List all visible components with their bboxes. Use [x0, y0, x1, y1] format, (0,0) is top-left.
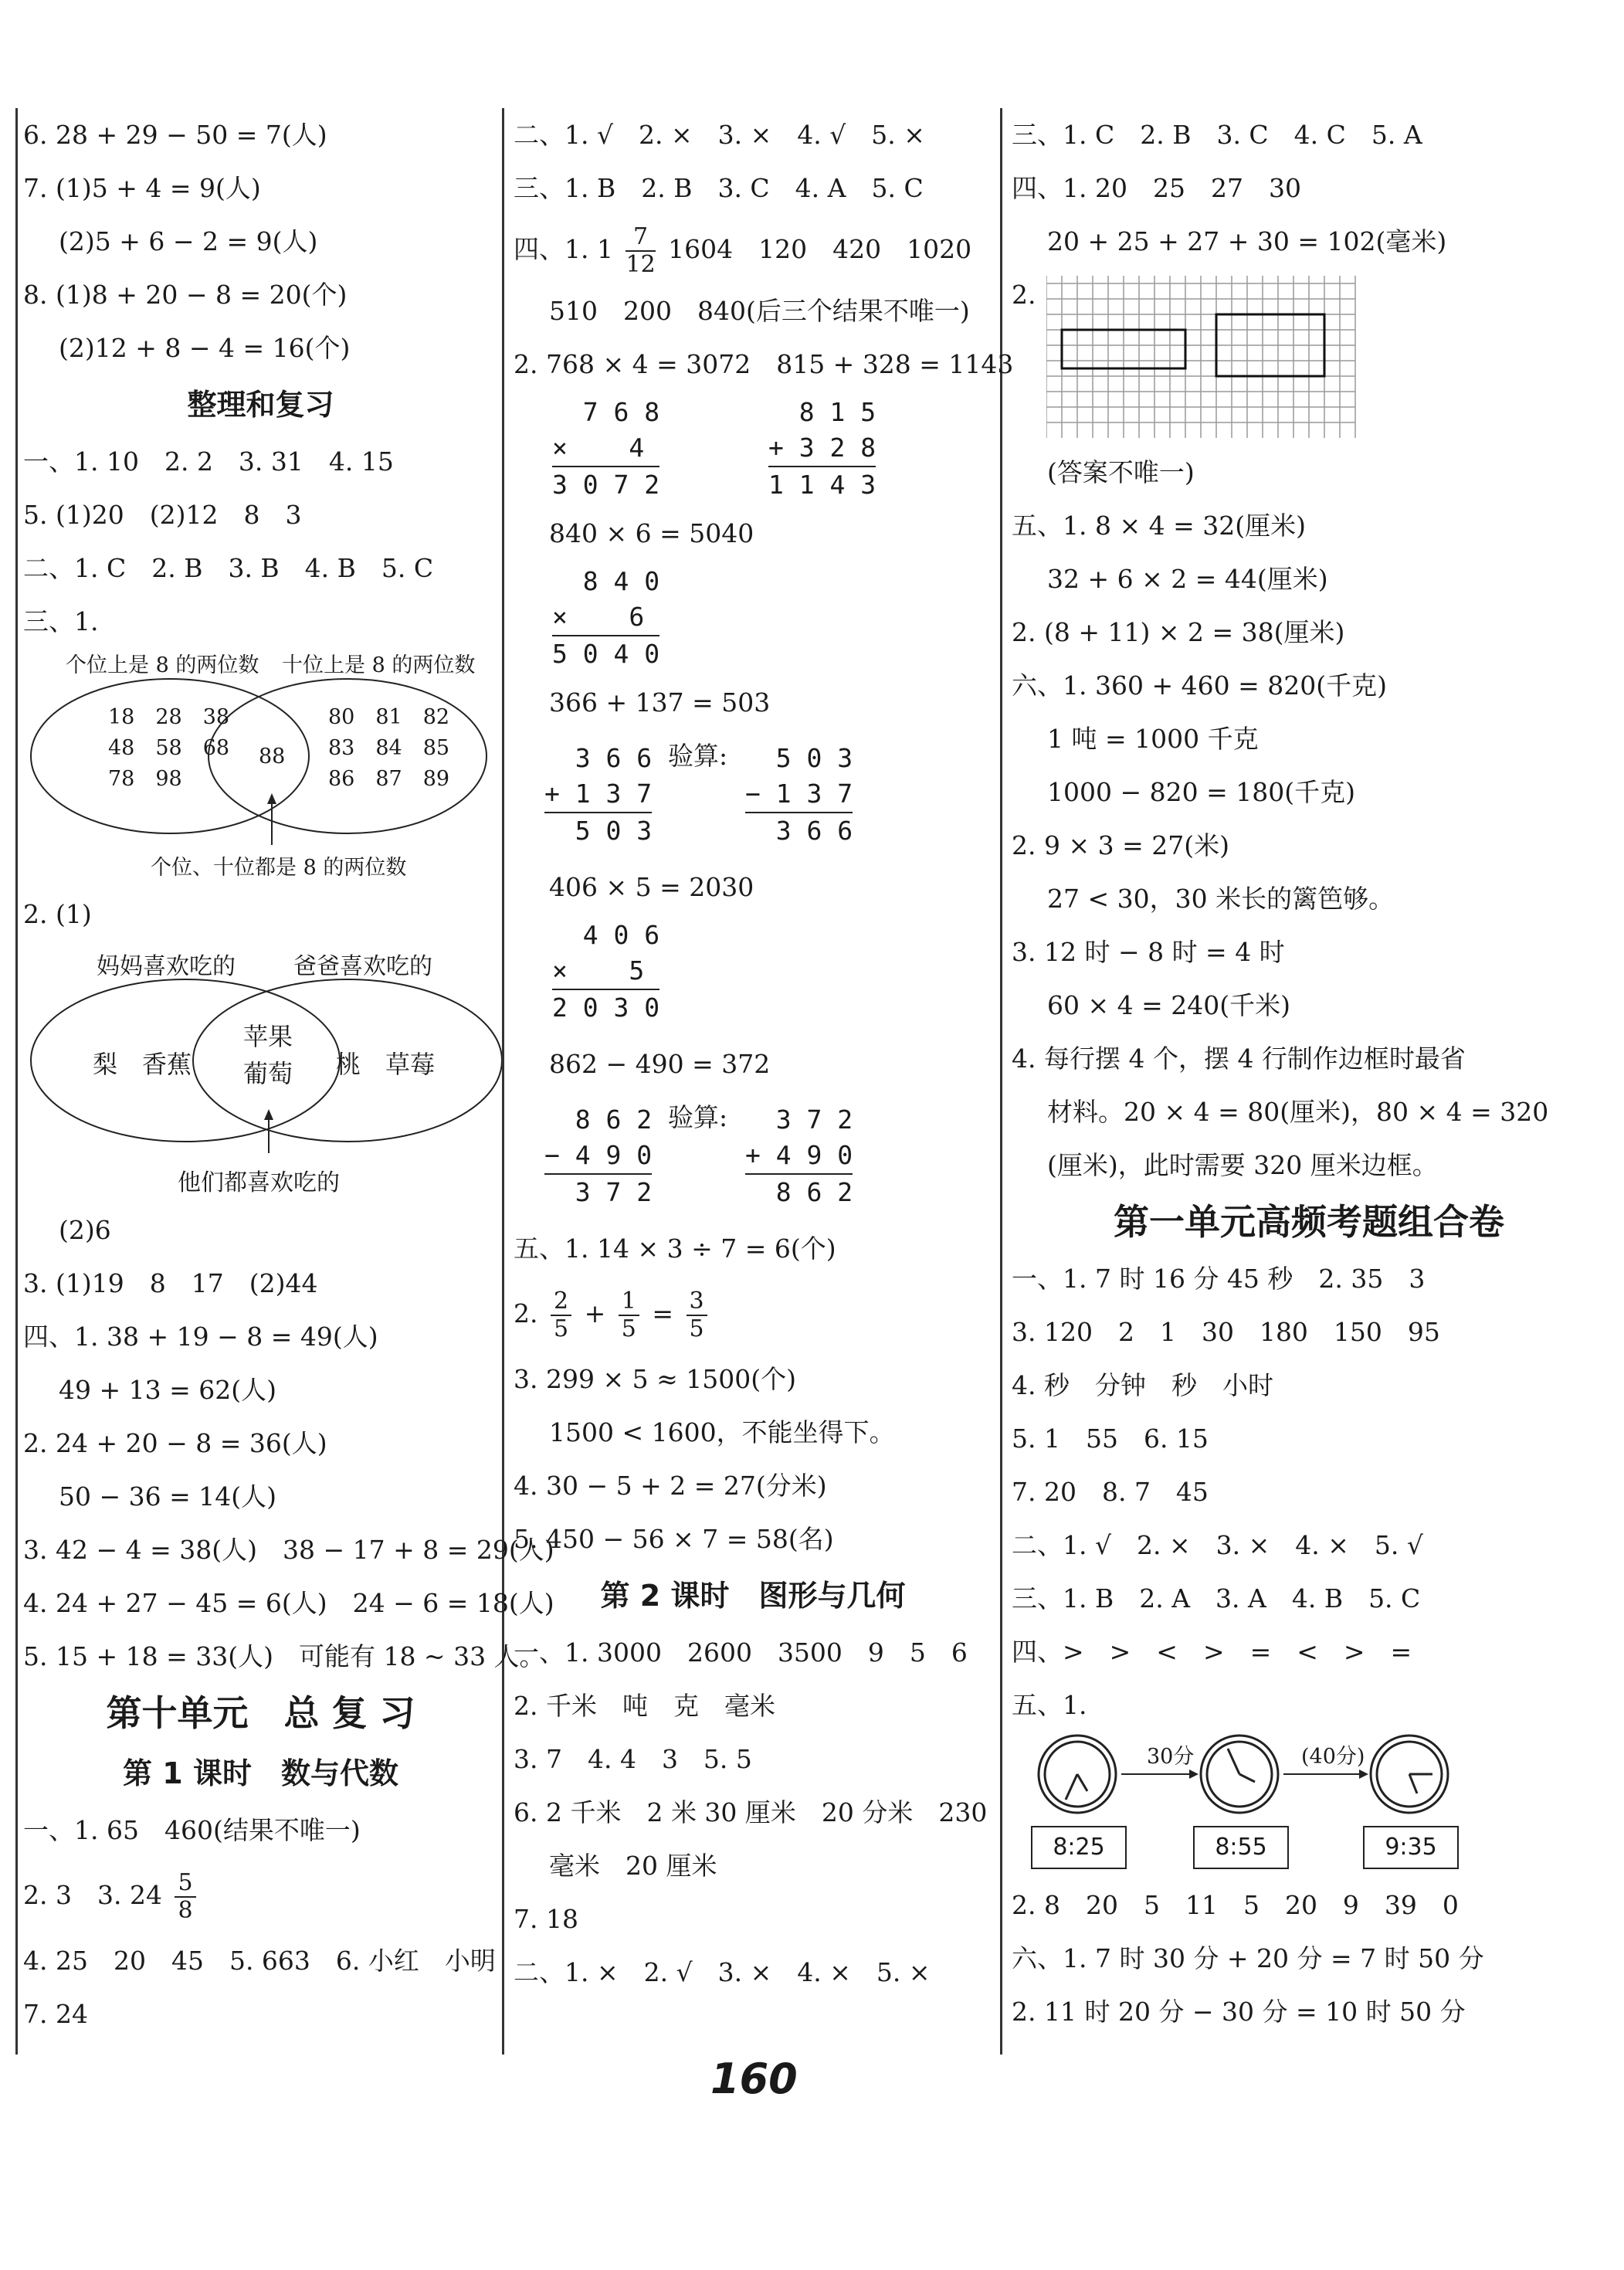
- answer-line: 4. 25 20 45 5. 663 6. 小红 小明: [23, 1946, 496, 1976]
- venn-right-title: 爸爸喜欢吃的: [293, 953, 432, 980]
- answer-line: 四、> > < > = < > =: [1012, 1637, 1412, 1667]
- answer-line: 1500 < 1600，不能坐得下。: [549, 1417, 895, 1447]
- venn-center-number: 88: [259, 745, 286, 769]
- fraction: $\frac{7}{12}$: [626, 223, 656, 278]
- check-label: 验算:: [668, 1102, 728, 1132]
- vertical-calc: 5 0 3 − 1 3 7 3 6 6: [745, 743, 853, 846]
- venn-right-numbers: 80 81 82 83 84 85 86 87 89: [328, 705, 450, 791]
- vertical-calc-row: [514, 729, 992, 860]
- answer-line: 五、1.: [1012, 1690, 1087, 1720]
- answer-line: 三、1.: [23, 606, 99, 636]
- answer-line: 3. 7 4. 4 3 5. 5: [514, 1744, 752, 1774]
- answer-line: 5. 450 − 56 × 7 = 58(名): [514, 1524, 834, 1554]
- answer-line: 三、1. B 2. A 3. A 4. B 5. C: [1012, 1583, 1421, 1613]
- answer-line: 20 + 25 + 27 + 30 = 102(毫米): [1047, 226, 1447, 256]
- answer-line: 4. 30 − 5 + 2 = 27(分米): [514, 1471, 827, 1501]
- answer-line: 二、1. √ 2. × 3. × 4. √ 5. ×: [514, 120, 925, 150]
- answer-line: 7. 20 8. 7 45: [1012, 1477, 1209, 1507]
- clock-time-3: 9:35: [1363, 1826, 1459, 1869]
- answer-line: 四、1. 20 25 27 30: [1012, 173, 1301, 203]
- fraction: $\frac{2}{5}$: [551, 1288, 571, 1342]
- answer-line: 3. 299 × 5 ≈ 1500(个): [514, 1364, 796, 1394]
- answer-line: 510 200 840(后三个结果不唯一): [549, 296, 970, 326]
- answer-line: 6. 28 + 29 − 50 = 7(人): [23, 120, 327, 150]
- section-heading: 整理和复习: [187, 388, 334, 422]
- clock-sequence: [1012, 1732, 1606, 1878]
- answer-line: 3. 12 时 − 8 时 = 4 时: [1012, 937, 1285, 967]
- vertical-calc-row: [514, 914, 992, 1037]
- answer-line: (厘米)，此时需要 320 厘米边框。: [1047, 1150, 1438, 1180]
- answer-line: 6. 2 千米 2 米 30 厘米 20 分米 230: [514, 1797, 988, 1827]
- answer-line: 五、1. 14 × 3 ÷ 7 = 6(个): [514, 1233, 836, 1264]
- answer-line-fraction: 四、1. 1 $\frac{7}{12}$ 1604 120 420 1020: [514, 223, 972, 278]
- answer-line: 一、1. 10 2. 2 3. 31 4. 15: [23, 446, 394, 477]
- check-label: 验算:: [668, 741, 728, 771]
- answer-line: 862 − 490 = 372: [549, 1049, 771, 1079]
- venn-left-title: 妈妈喜欢吃的: [97, 953, 236, 980]
- unit-heading: 第十单元 总 复 习: [106, 1692, 415, 1734]
- answer-line: 六、1. 360 + 460 = 820(千克): [1012, 670, 1387, 701]
- answer-line: 2. 千米 吨 克 毫米: [514, 1691, 775, 1721]
- answer-line: 27 < 30，30 米长的篱笆够。: [1047, 884, 1395, 914]
- answer-line: 7. 18: [514, 1904, 578, 1934]
- answer-line: 2. 11 时 20 分 − 30 分 = 10 时 50 分: [1012, 1997, 1466, 2027]
- vertical-calc: 3 6 6 + 1 3 7 5 0 3: [544, 743, 653, 846]
- answer-line: 2. (8 + 11) × 2 = 38(厘米): [1012, 617, 1345, 647]
- venn-right-items: 桃 草莓: [336, 1050, 436, 1079]
- vertical-calc: 8 6 2 − 4 9 0 3 7 2: [544, 1104, 653, 1207]
- answer-line: 3. 42 − 4 = 38(人) 38 − 17 + 8 = 29(人): [23, 1535, 554, 1565]
- arrow-label-2: (40分): [1301, 1745, 1365, 1769]
- answer-line: 2.: [1012, 280, 1036, 310]
- vertical-calc: 3 7 2 + 4 9 0 8 6 2: [745, 1104, 853, 1207]
- fraction: $\frac{3}{5}$: [687, 1288, 707, 1342]
- answer-line: 毫米 20 厘米: [549, 1851, 717, 1881]
- vertical-calc: 7 6 8 × 4 3 0 7 2: [552, 397, 660, 500]
- answer-line: (2)5 + 6 − 2 = 9(人): [59, 226, 318, 256]
- answer-line: 一、1. 3000 2600 3500 9 5 6: [514, 1637, 968, 1668]
- answer-line-fraction: 2. 3 3. 24 $\frac{5}{8}$: [23, 1857, 498, 1934]
- lesson-heading: 第 1 课时 数与代数: [123, 1756, 398, 1790]
- fraction: $\frac{1}{5}$: [619, 1288, 639, 1342]
- clock-time-1: 8:25: [1031, 1826, 1127, 1869]
- answer-line: 60 × 4 = 240(千米): [1047, 990, 1290, 1020]
- answer-line: 一、1. 65 460(结果不唯一): [23, 1815, 361, 1845]
- answer-line: 3. (1)19 8 17 (2)44: [23, 1268, 318, 1298]
- answer-line-fraction: 2. $\frac{2}{5}$ + $\frac{1}{5}$ = $\frac{3}{5}$: [514, 1275, 992, 1352]
- answer-line: 材料。20 × 4 = 80(厘米)，80 × 4 = 320: [1047, 1097, 1549, 1127]
- venn-bottom-label: 他们都喜欢吃的: [178, 1169, 340, 1196]
- answer-line: 二、1. C 2. B 3. B 4. B 5. C: [23, 553, 434, 583]
- vertical-calc: 8 4 0 × 6 5 0 4 0: [552, 566, 660, 669]
- answer-line: 4. 每行摆 4 个，摆 4 行制作边框时最省: [1012, 1043, 1466, 1074]
- answer-line: 4. 秒 分钟 秒 小时: [1012, 1370, 1273, 1400]
- vertical-calc-row: [514, 1091, 992, 1222]
- grid-figure-row: [1012, 268, 1606, 446]
- venn-diagram-digits: [23, 648, 498, 887]
- vertical-calc-row: [514, 560, 992, 676]
- answer-line: 2. 8 20 5 11 5 20 9 39 0: [1012, 1890, 1459, 1920]
- lesson-heading: 第 2 课时 图形与几何: [600, 1579, 906, 1613]
- vertical-calc: 8 1 5 + 3 2 8 1 1 4 3: [768, 397, 876, 500]
- unit-heading: 第一单元高频考题组合卷: [1114, 1201, 1504, 1243]
- page-number: 160: [710, 2055, 798, 2103]
- answer-line: 5. (1)20 (2)12 8 3: [23, 500, 302, 530]
- answer-line: 32 + 6 × 2 = 44(厘米): [1047, 564, 1328, 594]
- answer-line: 四、1. 38 + 19 − 8 = 49(人): [23, 1322, 378, 1352]
- venn-right-title: 十位上是 8 的两位数: [282, 653, 476, 677]
- answer-line: 二、1. × 2. √ 3. × 4. × 5. ×: [514, 1957, 931, 1987]
- answer-line: 2. 768 × 4 = 3072 815 + 328 = 1143: [514, 349, 1014, 379]
- answer-line: 2. 9 × 3 = 27(米): [1012, 830, 1229, 860]
- venn-center-items: 苹果 葡萄: [243, 1022, 293, 1088]
- answer-line: 二、1. √ 2. × 3. × 4. × 5. √: [1012, 1530, 1423, 1560]
- clock-faces: [1035, 1732, 1498, 1824]
- column-divider-2: [502, 108, 504, 2055]
- answer-line: 406 × 5 = 2030: [549, 872, 754, 902]
- answer-line: 1000 − 820 = 180(千克): [1047, 777, 1355, 807]
- answer-line: 3. 120 2 1 30 180 150 95: [1012, 1317, 1440, 1347]
- fraction: $\frac{5}{8}$: [175, 1870, 195, 1924]
- answer-line: 三、1. C 2. B 3. C 4. C 5. A: [1012, 120, 1422, 150]
- venn-left-numbers: 18 28 38 48 58 68 78 98: [108, 705, 230, 791]
- answer-line: 8. (1)8 + 20 − 8 = 20(个): [23, 280, 348, 310]
- venn-left-items: 梨 香蕉: [93, 1050, 192, 1079]
- column-3: [1012, 108, 1606, 2038]
- answer-note: (答案不唯一): [1047, 457, 1195, 487]
- clock-time-2: 8:55: [1193, 1826, 1289, 1869]
- vertical-calc-row: [514, 391, 992, 507]
- arrow-label-1: 30分: [1147, 1745, 1195, 1769]
- answer-line: 5. 1 55 6. 15: [1012, 1423, 1209, 1454]
- answer-line: 一、1. 7 时 16 分 45 秒 2. 35 3: [1012, 1264, 1426, 1294]
- answer-line: 2. (1): [23, 899, 92, 929]
- answer-line: 7. (1)5 + 4 = 9(人): [23, 173, 261, 203]
- column-2: [514, 108, 1014, 1999]
- answer-line: 49 + 13 = 62(人): [59, 1375, 276, 1405]
- answer-line: (2)6: [59, 1215, 111, 1245]
- grid-rectangles: [1046, 276, 1371, 438]
- answer-line: 5. 15 + 18 = 33(人) 可能有 18 ~ 33 人。: [23, 1641, 545, 1671]
- column-divider-3: [1000, 108, 1002, 2055]
- answer-line: 五、1. 8 × 4 = 32(厘米): [1012, 511, 1306, 541]
- answer-line: 840 × 6 = 5040: [549, 518, 754, 548]
- answer-line: 1 吨 = 1000 千克: [1047, 724, 1259, 754]
- venn-bottom-label: 个位、十位都是 8 的两位数: [151, 856, 407, 880]
- venn-left-title: 个位上是 8 的两位数: [66, 653, 259, 677]
- answer-line: 50 − 36 = 14(人): [59, 1481, 276, 1512]
- answer-line: 366 + 137 = 503: [549, 687, 771, 718]
- answer-line: 三、1. B 2. B 3. C 4. A 5. C: [514, 173, 924, 203]
- answer-line: 六、1. 7 时 30 分 + 20 分 = 7 时 50 分: [1012, 1943, 1484, 1973]
- vertical-calc: 4 0 6 × 5 2 0 3 0: [552, 920, 660, 1023]
- answer-line: 7. 24: [23, 1999, 88, 2029]
- answer-line: (2)12 + 8 − 4 = 16(个): [59, 333, 351, 363]
- answer-line: 2. 24 + 20 − 8 = 36(人): [23, 1428, 327, 1458]
- column-divider-1: [15, 108, 18, 2055]
- venn-diagram-fruits: [23, 941, 498, 1203]
- answer-line: 4. 24 + 27 − 45 = 6(人) 24 − 6 = 18(人): [23, 1588, 554, 1618]
